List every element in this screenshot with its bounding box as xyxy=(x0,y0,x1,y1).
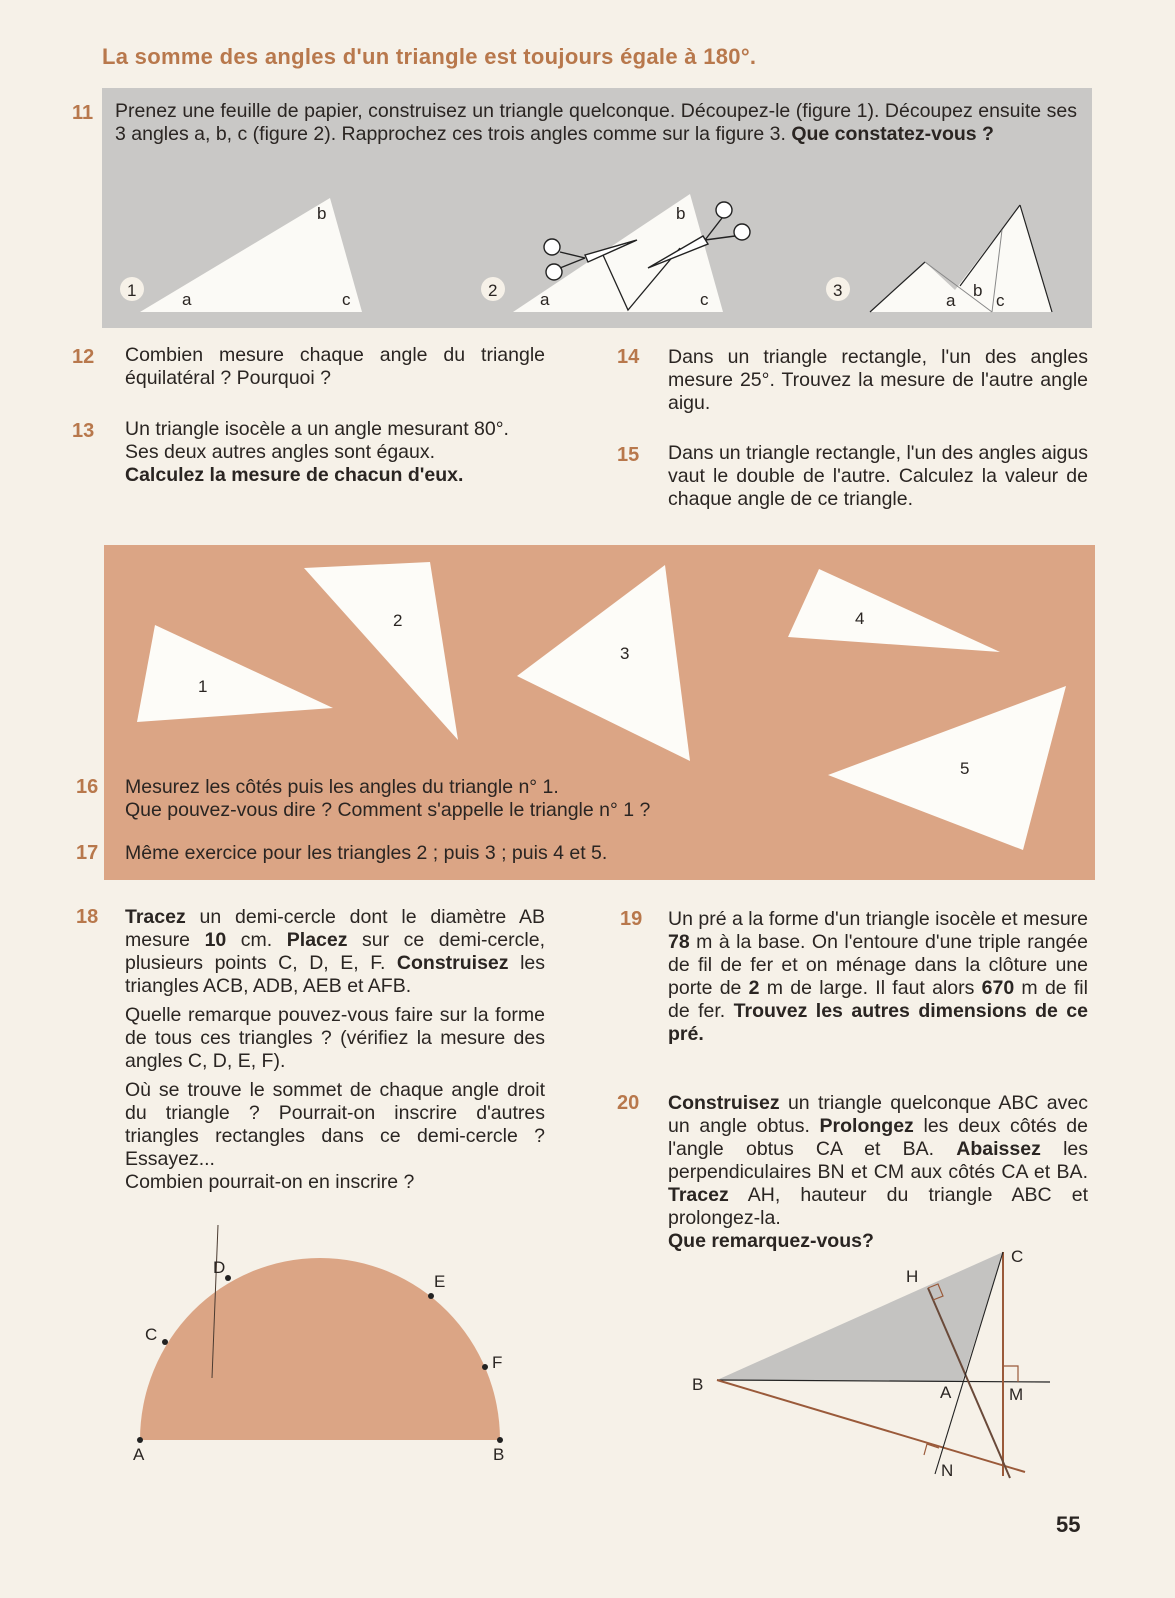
point-label: E xyxy=(434,1272,446,1291)
bold-text: 78 xyxy=(668,931,690,953)
bold-text: Placez xyxy=(286,929,348,951)
triangle-label: 5 xyxy=(960,759,970,778)
angle-label: b xyxy=(317,204,327,223)
point-label: B xyxy=(692,1375,704,1394)
angle-label: a xyxy=(182,290,192,309)
triangle-label: 2 xyxy=(393,611,403,630)
text: Même exercice pour les triangles 2 ; puis 3 ; puis 4 et 5. xyxy=(125,842,608,864)
bold-text: 2 xyxy=(748,977,760,999)
triangle-label: 1 xyxy=(198,677,208,696)
text: Dans un triangle rectangle, l'un des angles aigus vaut le double de l'autre. Calculez la valeur de chaque angle de ce triangle. xyxy=(668,442,1088,510)
triangle-5 xyxy=(828,686,1066,850)
angle-label: b xyxy=(676,204,686,223)
exercise-12-text xyxy=(125,344,545,396)
figure-number: 2 xyxy=(488,281,498,300)
semicircle xyxy=(140,1258,503,1440)
exercise-17-text xyxy=(125,842,765,871)
point-label: C xyxy=(1011,1247,1024,1266)
semicircle-figure xyxy=(133,1225,504,1464)
figure-20 xyxy=(692,1247,1050,1480)
bold-text: Construisez xyxy=(396,952,509,974)
text: Un triangle isocèle a un angle mesurant 80°. Ses deux autres angles sont égaux. xyxy=(125,418,509,463)
point-label: D xyxy=(213,1258,226,1277)
point-label: A xyxy=(133,1445,145,1464)
exercise-20-text xyxy=(668,1092,1088,1259)
exercise-11-text xyxy=(115,100,1077,152)
bold-text: Que constatez-vous ? xyxy=(791,123,994,145)
angle-label: c xyxy=(996,291,1005,310)
exercise-number: 12 xyxy=(72,346,95,368)
triangle-3 xyxy=(517,565,690,761)
exercise-16-text xyxy=(125,776,765,828)
exercise-number: 20 xyxy=(617,1092,640,1114)
exercise-number: 19 xyxy=(620,908,643,930)
angle-label: c xyxy=(700,290,709,309)
text: les perpendiculaires BN et CM aux côtés CA et BA. xyxy=(668,1138,1088,1183)
text: Dans un triangle rectangle, l'un des angles mesure 25°. Trouvez la mesure de l'autre angle aigu. xyxy=(668,346,1088,414)
bold-text: Prolongez xyxy=(819,1115,914,1137)
bold-text: Que remarquez-vous? xyxy=(668,1230,874,1252)
point-label: H xyxy=(906,1267,919,1286)
text: Où se trouve le sommet de chaque angle droit du triangle ? Pourrait-on inscrire d'autres triangles rectangles dans ce demi-cercle ? Essayez... Combien pourrait-on en inscrire ? xyxy=(125,1079,545,1193)
text: Combien mesure chaque angle du triangle équilatéral ? Pourquoi ? xyxy=(125,344,545,389)
text: les deux côtés de l'angle obtus CA et BA. xyxy=(668,1115,1089,1160)
angle-label: c xyxy=(342,290,351,309)
point-label: M xyxy=(1009,1385,1024,1404)
bold-text: Construisez xyxy=(668,1092,780,1114)
bold-text: Abaissez xyxy=(956,1138,1041,1160)
text: un triangle quelconque ABC avec un angle obtus. xyxy=(668,1092,1088,1137)
figure-number: 3 xyxy=(833,281,843,300)
text: un demi-cercle dont le diamètre AB mesure xyxy=(125,906,545,951)
text: sur ce demi-cercle, plusieurs points C, D, E, F. xyxy=(125,929,545,974)
text: Un pré a la forme d'un triangle isocèle et mesure xyxy=(668,908,1088,930)
angle-label: b xyxy=(973,281,983,300)
bold-text: Tracez xyxy=(668,1184,729,1206)
paragraph xyxy=(125,344,545,390)
point-label: B xyxy=(493,1445,505,1464)
point-label: A xyxy=(940,1383,952,1402)
exercise-number: 15 xyxy=(617,444,640,466)
exercise-number: 18 xyxy=(76,906,99,928)
text: Prenez une feuille de papier, construisez un triangle quelconque. Découpez-le (figure 1). Découpez ensuite ses 3 angles a, b, c (figure 2). Rapprochez ces trois angles comme sur la figure 3. xyxy=(115,100,1077,145)
paragraph xyxy=(125,1004,545,1073)
triangle-label: 3 xyxy=(620,644,630,663)
triangle-1 xyxy=(137,625,333,722)
exercise-15-text xyxy=(668,442,1088,517)
exercise-number: 11 xyxy=(72,102,94,124)
point-label: F xyxy=(492,1353,503,1372)
paragraph xyxy=(668,908,1088,1046)
paragraph xyxy=(125,906,545,998)
bold-text: Calculez la mesure de chacun d'eux. xyxy=(125,464,464,486)
exercise-number: 14 xyxy=(617,346,640,368)
figure-number: 1 xyxy=(127,281,137,300)
point-label: N xyxy=(941,1461,954,1480)
triangle-label: 4 xyxy=(855,609,865,628)
triangle-2 xyxy=(304,562,458,740)
exercise-number: 13 xyxy=(72,420,95,442)
figure-11 xyxy=(120,194,1052,312)
text: m de fil de fer. xyxy=(668,977,1088,1022)
text: les triangles ACB, ADB, AEB et AFB. xyxy=(125,952,545,997)
angle-label: a xyxy=(540,290,550,309)
exercise-19-text xyxy=(668,908,1088,1052)
bold-text: 10 xyxy=(204,929,227,951)
point-label: C xyxy=(145,1325,158,1344)
paragraph xyxy=(125,418,545,487)
paragraph xyxy=(668,346,1088,415)
triangle-4 xyxy=(788,569,1000,652)
page-number: 55 xyxy=(1056,1512,1081,1537)
text: AH, hauteur du triangle ABC et prolongez-la. xyxy=(668,1184,1088,1229)
text: Quelle remarque pouvez-vous faire sur la forme de tous ces triangles ? (vérifiez la mesure des angles C, D, E, F). xyxy=(125,1004,545,1072)
paragraph xyxy=(125,776,765,822)
exercise-number: 16 xyxy=(76,776,99,798)
bold-text: Tracez xyxy=(125,906,186,928)
angle-label: a xyxy=(946,291,956,310)
paragraph xyxy=(125,1079,545,1194)
page-title: La somme des angles d'un triangle est toujours égale à 180°. xyxy=(102,44,757,69)
exercise-18-text xyxy=(125,906,545,1200)
text: Mesurez les côtés puis les angles du triangle n° 1. Que pouvez-vous dire ? Comment s'appelle le triangle n° 1 ? xyxy=(125,776,651,821)
bold-text: 670 xyxy=(981,977,1015,999)
paragraph xyxy=(668,442,1088,511)
paragraph xyxy=(125,842,765,865)
text: m à la base. On l'entoure d'une triple rangée de fil de fer et on ménage dans la clôture une porte de xyxy=(668,931,1088,999)
exercise-13-text xyxy=(125,418,545,493)
bold-text: Trouvez les autres dimensions de ce pré. xyxy=(668,1000,1088,1045)
triangle-figure-1 xyxy=(140,198,362,312)
exercise-number: 17 xyxy=(76,842,99,864)
paragraph xyxy=(115,100,1077,146)
paragraph xyxy=(668,1092,1088,1253)
text: m de large. Il faut alors xyxy=(759,977,982,999)
exercise-14-text xyxy=(668,346,1088,421)
text: cm. xyxy=(226,929,287,951)
